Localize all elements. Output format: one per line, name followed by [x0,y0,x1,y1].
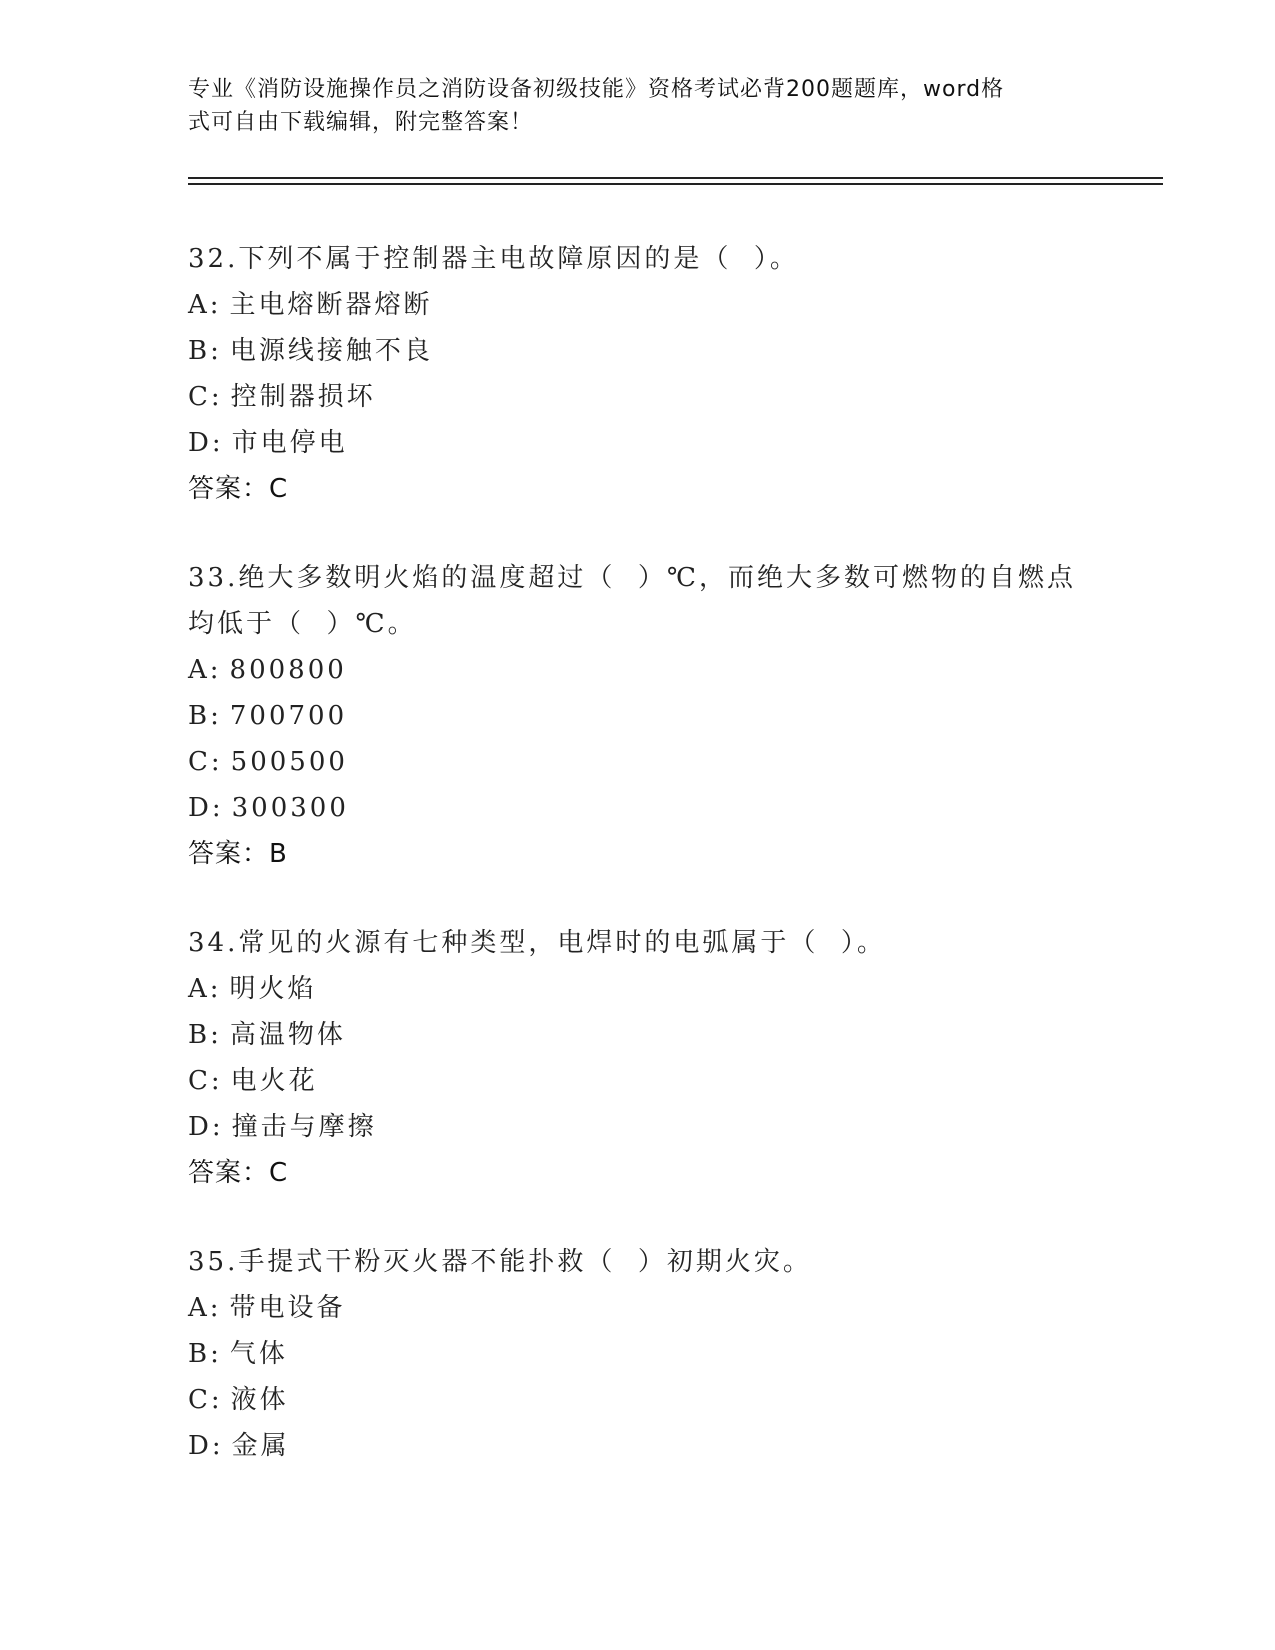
option-text: 电火花 [230,1066,318,1096]
option-b [188,1331,1088,1377]
option-b [188,1012,1088,1058]
option-a [188,647,1088,693]
option-letter: C: [188,747,223,777]
option-letter: C: [188,1385,223,1415]
option-a [188,282,1088,328]
option-text: 液体 [230,1385,289,1415]
option-text: 300300 [231,793,349,823]
option-letter: A: [188,974,222,1004]
question-stem: 34.常见的火源有七种类型，电焊时的电弧属于（ ）。 [188,928,886,958]
option-letter: C: [188,1066,223,1096]
question-list [188,236,1088,1512]
answer-line: 答案：C [188,474,289,504]
header-line-2: 式可自由下载编辑，附完整答案！ [188,110,534,135]
option-letter: D: [188,428,224,458]
option-b [188,328,1088,374]
option-letter: B: [188,336,222,366]
option-d [188,1104,1088,1150]
option-text: 电源线接触不良 [229,336,433,366]
option-text: 主电熔断器熔断 [229,290,433,320]
option-text: 700700 [229,701,348,731]
option-a [188,1285,1088,1331]
option-d [188,420,1088,466]
option-letter: C: [188,382,223,412]
option-d [188,785,1088,831]
option-letter: D: [188,1431,224,1461]
option-letter: A: [188,290,222,320]
question-33 [188,555,1088,877]
option-text: 800800 [229,655,347,685]
option-text: 明火焰 [229,974,317,1004]
option-text: 高温物体 [229,1020,346,1050]
option-text: 气体 [229,1339,288,1369]
header-line-1: 专业《消防设施操作员之消防设备初级技能》资格考试必背200题题库，word格 [188,77,1005,102]
question-32 [188,236,1088,512]
option-d [188,1423,1088,1469]
question-stem: 32.下列不属于控制器主电故障原因的是（ ）。 [188,244,799,274]
question-35 [188,1239,1088,1469]
option-b [188,693,1088,739]
option-letter: B: [188,1339,222,1369]
document-header [188,73,1078,139]
option-letter: B: [188,1020,222,1050]
header-divider-top [188,177,1163,179]
option-text: 500500 [230,747,348,777]
answer-line: 答案：B [188,839,288,869]
option-letter: B: [188,701,222,731]
question-34 [188,920,1088,1196]
option-letter: D: [188,1112,224,1142]
option-text: 控制器损坏 [230,382,376,412]
option-letter: A: [188,1293,222,1323]
question-stem: 33.绝大多数明火焰的温度超过（ ）℃，而绝大多数可燃物的自燃点均低于（ ）℃。 [188,563,1076,639]
option-text: 撞击与摩擦 [231,1112,377,1142]
option-text: 带电设备 [229,1293,346,1323]
option-letter: D: [188,793,224,823]
option-letter: A: [188,655,222,685]
option-text: 市电停电 [231,428,348,458]
option-text: 金属 [231,1431,290,1461]
option-c [188,739,1088,785]
option-a [188,966,1088,1012]
option-c [188,374,1088,420]
option-c [188,1377,1088,1423]
answer-line: 答案：C [188,1158,289,1188]
header-divider-bottom [188,183,1163,185]
question-stem: 35.手提式干粉灭火器不能扑救（ ）初期火灾。 [188,1247,812,1277]
option-c [188,1058,1088,1104]
